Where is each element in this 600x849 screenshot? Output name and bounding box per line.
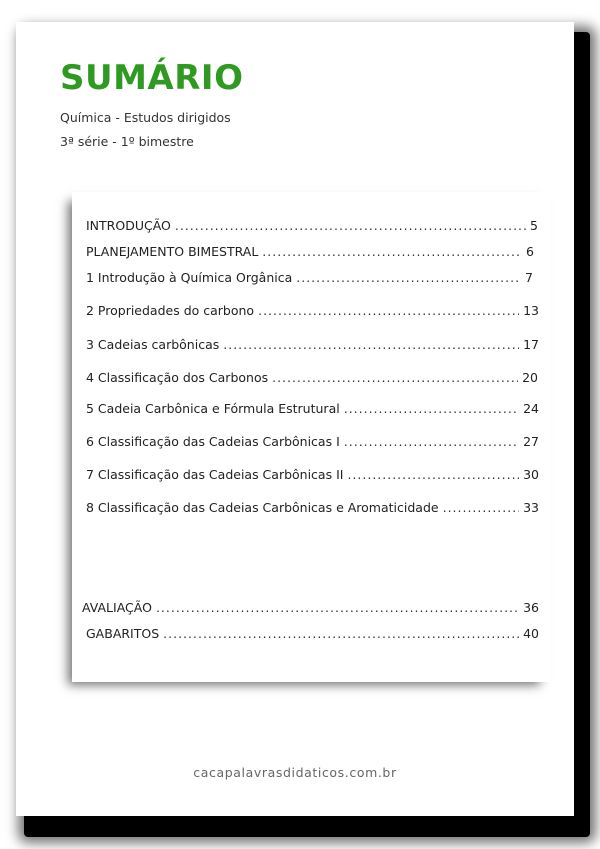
toc-leader-dots bbox=[175, 218, 526, 233]
toc-entry-page: 24 bbox=[523, 401, 539, 416]
toc-entry-1[interactable] bbox=[86, 270, 533, 285]
toc-entry-5[interactable] bbox=[86, 401, 539, 416]
toc-entry-introducao[interactable] bbox=[86, 218, 538, 233]
toc-entry-page: 6 bbox=[526, 244, 534, 259]
toc-entry-avaliacao[interactable] bbox=[82, 600, 539, 615]
toc-entry-label: 8 Classificação das Cadeias Carbônicas e Aromaticidade bbox=[86, 500, 439, 515]
toc-entry-label: 7 Classificação das Cadeias Carbônicas II bbox=[86, 467, 344, 482]
toc-leader-dots bbox=[344, 434, 519, 449]
toc-entry-7[interactable] bbox=[86, 467, 539, 482]
toc-entry-page: 20 bbox=[522, 370, 538, 385]
subtitle-subject: Química - Estudos dirigidos bbox=[60, 110, 231, 125]
toc-entry-page: 33 bbox=[523, 500, 539, 515]
toc-entry-page: 40 bbox=[523, 626, 539, 641]
toc-leader-dots bbox=[163, 626, 519, 641]
toc-entry-2[interactable] bbox=[86, 303, 539, 318]
toc-leader-dots bbox=[296, 270, 521, 285]
document-page bbox=[16, 22, 574, 816]
toc-entry-6[interactable] bbox=[86, 434, 539, 449]
toc-entry-page: 5 bbox=[530, 218, 538, 233]
toc-entry-3[interactable] bbox=[86, 337, 539, 352]
toc-leader-dots bbox=[272, 370, 518, 385]
toc-leader-dots bbox=[156, 600, 519, 615]
toc-leader-dots bbox=[262, 244, 522, 259]
toc-entry-gabaritos[interactable] bbox=[86, 626, 539, 641]
toc-entry-planejamento[interactable] bbox=[86, 244, 534, 259]
toc-entry-label: 3 Cadeias carbônicas bbox=[86, 337, 220, 352]
footer-website: cacapalavrasdidaticos.com.br bbox=[193, 765, 397, 780]
toc-entry-label: GABARITOS bbox=[86, 626, 160, 641]
toc-entry-page: 30 bbox=[523, 467, 539, 482]
toc-entry-label: 5 Cadeia Carbônica e Fórmula Estrutural bbox=[86, 401, 340, 416]
toc-entry-8[interactable] bbox=[86, 500, 539, 515]
toc-leader-dots bbox=[344, 401, 519, 416]
toc-entry-page: 13 bbox=[523, 303, 539, 318]
toc-entry-label: 4 Classificação dos Carbonos bbox=[86, 370, 269, 385]
toc-leader-dots bbox=[258, 303, 519, 318]
toc-entry-label: 2 Propriedades do carbono bbox=[86, 303, 255, 318]
table-of-contents bbox=[72, 192, 550, 682]
toc-entry-label: INTRODUÇÃO bbox=[86, 218, 171, 233]
toc-entry-label: 1 Introdução à Química Orgânica bbox=[86, 270, 293, 285]
toc-entry-label: AVALIAÇÃO bbox=[82, 600, 152, 615]
toc-entry-page: 17 bbox=[523, 337, 539, 352]
toc-leader-dots bbox=[443, 500, 520, 515]
toc-entry-page: 27 bbox=[523, 434, 539, 449]
subtitle-grade: 3ª série - 1º bimestre bbox=[60, 134, 194, 149]
toc-leader-dots bbox=[223, 337, 519, 352]
toc-leader-dots bbox=[347, 467, 519, 482]
toc-entry-label: PLANEJAMENTO BIMESTRAL bbox=[86, 244, 259, 259]
toc-entry-page: 7 bbox=[525, 270, 533, 285]
toc-entry-label: 6 Classificação das Cadeias Carbônicas I bbox=[86, 434, 340, 449]
page-title: SUMÁRIO bbox=[60, 58, 244, 98]
toc-entry-4[interactable] bbox=[86, 370, 538, 385]
toc-entry-page: 36 bbox=[523, 600, 539, 615]
